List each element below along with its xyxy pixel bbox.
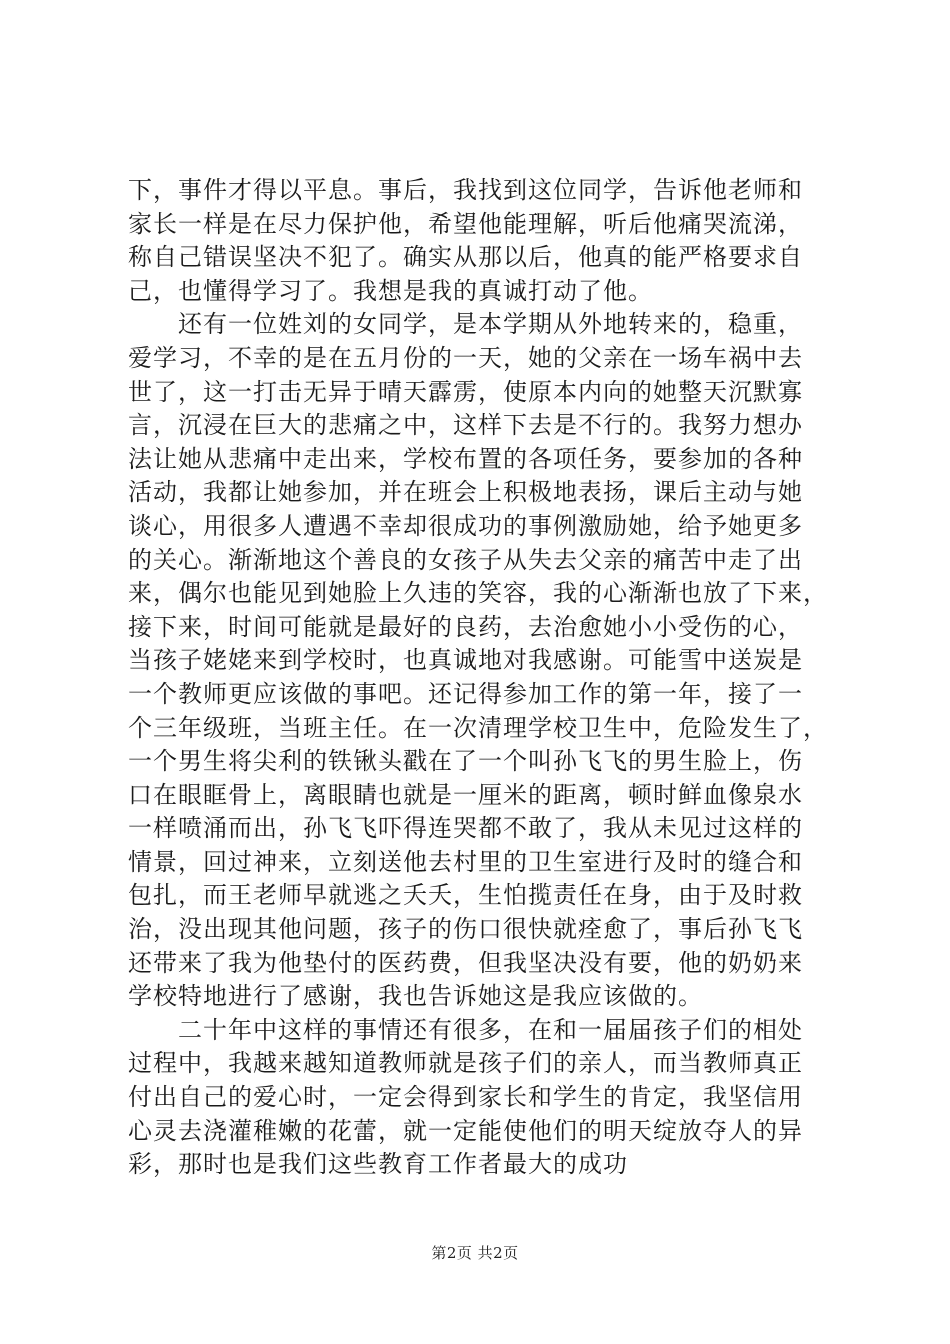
- text-line: 口在眼眶骨上，离眼睛也就是一厘米的距离，顿时鲜血像泉水: [128, 780, 803, 809]
- text-line: 家长一样是在尽力保护他，希望他能理解，听后他痛哭流涕，: [128, 209, 803, 238]
- text-line: 包扎，而王老师早就逃之夭夭，生怕揽责任在身，由于及时救: [128, 881, 803, 910]
- text-line: 二十年中这样的事情还有很多，在和一届届孩子们的相处: [128, 1015, 803, 1044]
- text-line: 当孩子姥姥来到学校时，也真诚地对我感谢。可能雪中送炭是: [128, 646, 803, 675]
- text-line: 个三年级班，当班主任。在一次清理学校卫生中，危险发生了，: [128, 713, 828, 742]
- text-line: 来，偶尔也能见到她脸上久违的笑容，我的心渐渐也放了下来，: [128, 579, 828, 608]
- page-number-footer: 第2页 共2页: [431, 1244, 519, 1262]
- text-line: 彩，那时也是我们这些教育工作者最大的成功: [128, 1150, 628, 1179]
- text-line: 活动，我都让她参加，并在班会上积极地表扬，课后主动与她: [128, 478, 803, 507]
- text-line: 己，也懂得学习了。我想是我的真诚打动了他。: [128, 276, 653, 305]
- text-line: 的关心。渐渐地这个善良的女孩子从失去父亲的痛苦中走了出: [128, 545, 803, 574]
- text-line: 付出自己的爱心时，一定会得到家长和学生的肯定，我坚信用: [128, 1083, 803, 1112]
- text-line: 还带来了我为他垫付的医药费，但我坚决没有要，他的奶奶来: [128, 948, 803, 977]
- text-line: 心灵去浇灌稚嫩的花蕾，就一定能使他们的明天绽放夺人的异: [128, 1116, 803, 1145]
- text-line: 爱学习，不幸的是在五月份的一天，她的父亲在一场车祸中去: [128, 343, 803, 372]
- text-line: 一样喷涌而出，孙飞飞吓得连哭都不敢了，我从未见过这样的: [128, 814, 803, 843]
- text-line: 一个教师更应该做的事吧。还记得参加工作的第一年，接了一: [128, 679, 803, 708]
- text-line: 法让她从悲痛中走出来，学校布置的各项任务，要参加的各种: [128, 444, 803, 473]
- text-line: 称自己错误坚决不犯了。确实从那以后，他真的能严格要求自: [128, 243, 803, 272]
- text-line: 谈心，用很多人遭遇不幸却很成功的事例激励她，给予她更多: [128, 511, 803, 540]
- text-line: 情景，回过神来，立刻送他去村里的卫生室进行及时的缝合和: [128, 847, 803, 876]
- text-line: 治，没出现其他问题，孩子的伤口很快就痊愈了，事后孙飞飞: [128, 915, 803, 944]
- text-line: 接下来，时间可能就是最好的良药，去治愈她小小受伤的心，: [128, 612, 803, 641]
- text-line: 一个男生将尖利的铁锹头戳在了一个叫孙飞飞的男生脸上，伤: [128, 747, 803, 776]
- text-line: 言，沉浸在巨大的悲痛之中，这样下去是不行的。我努力想办: [128, 411, 803, 440]
- text-line: 下，事件才得以平息。事后，我找到这位同学，告诉他老师和: [128, 176, 803, 204]
- text-line: 学校特地进行了感谢，我也告诉她这是我应该做的。: [128, 982, 703, 1011]
- text-line: 世了，这一打击无异于晴天霹雳，使原本内向的她整天沉默寡: [128, 377, 803, 406]
- document-body: [128, 174, 848, 1182]
- text-line: 过程中，我越来越知道教师就是孩子们的亲人，而当教师真正: [128, 1049, 803, 1078]
- text-line: 还有一位姓刘的女同学，是本学期从外地转来的，稳重，: [128, 310, 803, 339]
